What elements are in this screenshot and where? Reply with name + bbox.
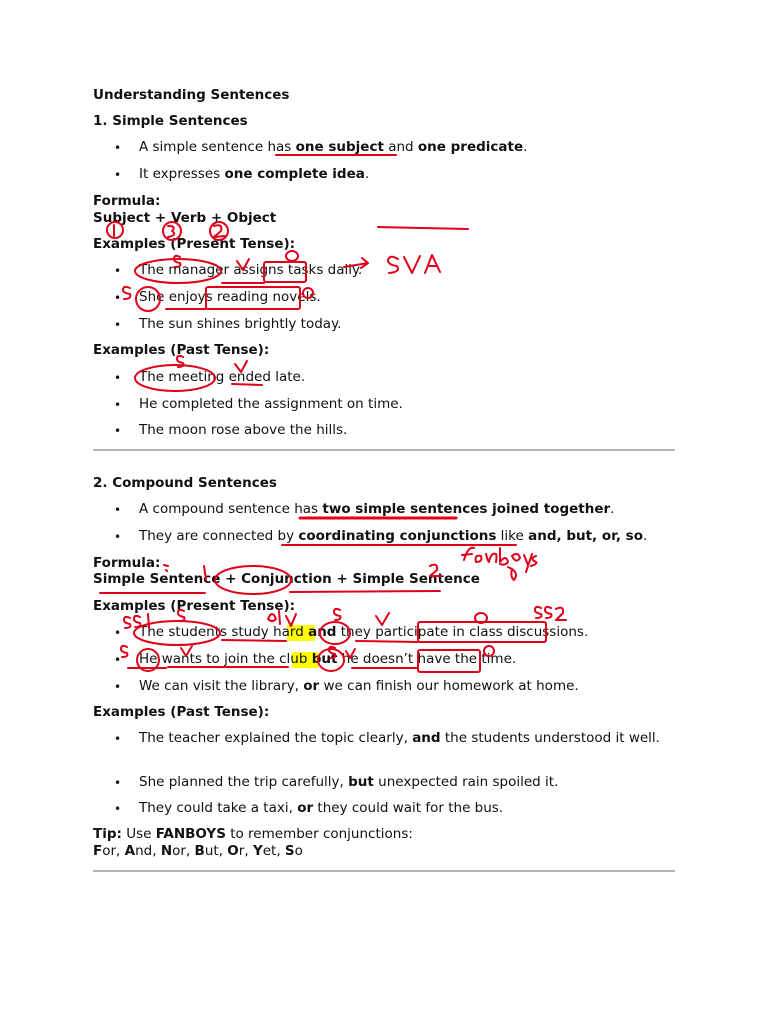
formula: Simple Sentence + Conjunction + Simple Sentence [93, 571, 480, 587]
bullet-dot: • [114, 776, 122, 790]
ss2-text [535, 607, 566, 620]
list-item: We can visit the library, or we can finish our homework at home. [139, 678, 579, 694]
bullet-dot: • [114, 398, 122, 412]
formula-label: Formula: [93, 555, 161, 571]
bullet-dot: • [114, 141, 122, 155]
bullet-dot: • [114, 732, 122, 746]
bullet-dot: • [114, 680, 122, 694]
list-item: The sun shines brightly today. [139, 316, 342, 332]
brace-mark [508, 567, 516, 580]
list-item: A compound sentence has two simple sentences joined together. [139, 501, 615, 517]
list-item: He completed the assignment on time. [139, 396, 403, 412]
bullet-dot: • [114, 291, 122, 305]
list-item: The teacher explained the topic clearly, and the students understood it well. [139, 730, 660, 746]
examples-past-label: Examples (Past Tense): [93, 342, 270, 358]
section-heading-simple: 1. Simple Sentences [93, 113, 248, 129]
section-heading-compound: 2. Compound Sentences [93, 475, 277, 491]
examples-past-label: Examples (Past Tense): [93, 704, 270, 720]
bullet-dot: • [114, 318, 122, 332]
bullet-dot: • [114, 802, 122, 816]
list-item: A simple sentence has one subject and one predicate. [139, 139, 528, 155]
bullet-dot: • [114, 424, 122, 438]
examples-present-label: Examples (Present Tense): [93, 236, 296, 252]
formula-label: Formula: [93, 193, 161, 209]
bullet-dot: • [114, 168, 122, 182]
fanboys-line: For, And, Nor, But, Or, Yet, So [93, 843, 303, 859]
sva-text [388, 255, 440, 273]
o-mark [475, 613, 487, 623]
underline-mark [290, 591, 440, 592]
list-item: The manager assigns tasks daily. [139, 262, 363, 278]
list-item: It expresses one complete idea. [139, 166, 370, 182]
examples-present-label: Examples (Present Tense): [93, 598, 296, 614]
list-item: The moon rose above the hills. [139, 422, 348, 438]
s-mark [121, 646, 127, 657]
underline-mark [356, 641, 418, 642]
underline-mark [378, 227, 468, 229]
formula: Subject + Verb + Object [93, 210, 277, 226]
bullet-dot: • [114, 264, 122, 278]
list-item: They could take a taxi, or they could wait for the bus. [139, 800, 504, 816]
list-item: He wants to join the club but he doesn’t have the time. [139, 651, 517, 667]
section-divider [93, 449, 675, 451]
bullet-dot: • [114, 503, 122, 517]
section-divider [93, 870, 675, 872]
document-title: Understanding Sentences [93, 87, 290, 103]
list-item: The meeting ended late. [139, 369, 306, 385]
bullet-dot: • [114, 530, 122, 544]
s-mark [123, 287, 130, 299]
list-item: She enjoys reading novels. [139, 289, 321, 305]
bullet-dot: • [114, 371, 122, 385]
list-item: The students study hard and they participate in class discussions. [139, 624, 589, 640]
s-mark [334, 609, 340, 620]
tip-line: Tip: Use FANBOYS to remember conjunctions: [93, 826, 413, 842]
list-item: She planned the trip carefully, but unexpected rain spoiled it. [139, 774, 559, 790]
fanboys-text [462, 548, 536, 572]
bullet-dot: • [114, 626, 122, 640]
bullet-dot: • [114, 653, 122, 667]
list-item: They are connected by coordinating conjunctions like and, but, or, so. [139, 528, 648, 544]
